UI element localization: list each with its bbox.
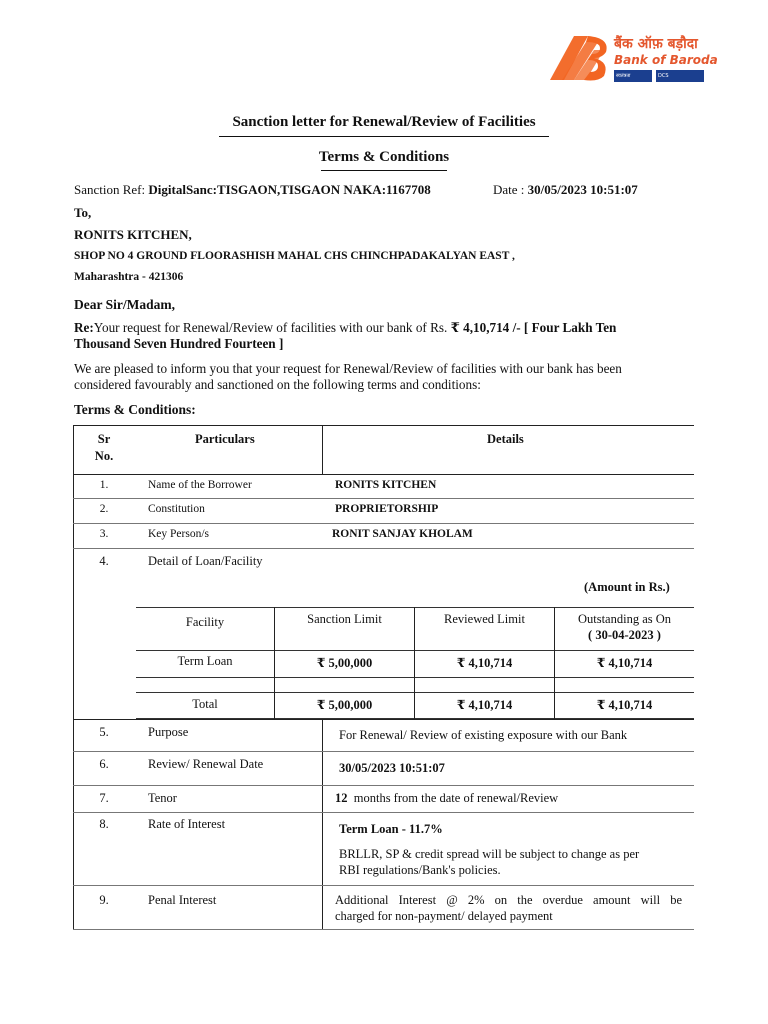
row-divider xyxy=(73,812,694,813)
row-1-detail: RONITS KITCHEN xyxy=(335,479,437,491)
row-divider xyxy=(73,498,694,499)
row-6-detail: 30/05/2023 10:51:07 xyxy=(339,761,445,775)
row-4-sr: 4. xyxy=(99,554,109,568)
date-label: Date : xyxy=(493,182,525,197)
row-8-detail-2: BRLLR, SP & credit spread will be subject to change as per xyxy=(339,847,640,861)
page-subtitle: Terms & Conditions xyxy=(318,149,450,165)
address-to: To, xyxy=(74,205,92,220)
facility-header-sanction: Sanction Limit xyxy=(307,612,382,626)
re-amount: ₹ 4,10,714 /- [ Four Lakh Ten xyxy=(450,320,617,335)
facility-header-outstanding: Outstanding as On xyxy=(577,612,672,626)
body-paragraph xyxy=(74,361,694,393)
row-2-sr: 2. xyxy=(99,503,109,515)
amount-note: (Amount in Rs.) xyxy=(584,580,670,594)
body-line-2: considered favourably and sanctioned on the following terms and conditions: xyxy=(74,377,481,392)
terms-heading: Terms & Conditions: xyxy=(74,402,196,417)
row-9-detail: Additional Interest @ 2% on the overdue amount will be xyxy=(335,893,682,907)
subtitle-underline xyxy=(321,170,447,171)
row-8-particular: Rate of Interest xyxy=(148,817,226,831)
row-divider xyxy=(73,785,694,786)
re-paragraph xyxy=(74,320,694,352)
logo-hindi-name: बैंक ऑफ़ बड़ौदा xyxy=(614,36,698,52)
table-bottom-border xyxy=(73,929,694,930)
facility-header-facility: Facility xyxy=(185,615,225,629)
row-8-detail-3: RBI regulations/Bank's policies. xyxy=(339,863,501,877)
table-top-border xyxy=(73,425,694,426)
term-loan-sanction: ₹ 5,00,000 xyxy=(316,656,373,670)
table-col-divider xyxy=(322,425,323,475)
row-divider xyxy=(73,523,694,524)
address-name: RONITS KITCHEN, xyxy=(74,227,192,242)
total-sanction: ₹ 5,00,000 xyxy=(316,698,373,712)
logo-english-name: Bank of Baroda xyxy=(614,53,718,67)
header-details: Details xyxy=(487,432,524,446)
facility-row-divider xyxy=(136,692,694,693)
total-outstanding: ₹ 4,10,714 xyxy=(596,698,653,712)
row-2-particular: Constitution xyxy=(148,503,205,515)
facility-table-bottom xyxy=(136,718,694,719)
row-2-detail: PROPRIETORSHIP xyxy=(335,503,439,515)
facility-row-divider xyxy=(136,677,694,678)
row-9-particular: Penal Interest xyxy=(148,893,217,907)
row-1-particular: Name of the Borrower xyxy=(148,479,252,491)
date-line xyxy=(493,182,638,198)
facility-table-top xyxy=(136,607,694,608)
re-label: Re: xyxy=(74,320,94,335)
logo-tag-1: स्वतंत्रता xyxy=(614,70,652,82)
logo-tags xyxy=(614,70,704,82)
row-7-detail xyxy=(335,791,558,806)
total-reviewed: ₹ 4,10,714 xyxy=(456,698,513,712)
sanction-ref-value: DigitalSanc:TISGAON,TISGAON NAKA:1167708 xyxy=(148,182,431,197)
row-3-particular: Key Person/s xyxy=(148,528,210,540)
re-amount-words: Thousand Seven Hundred Fourteen ] xyxy=(74,336,284,351)
row-8-detail: Term Loan - 11.7% xyxy=(339,822,443,836)
row-1-sr: 1. xyxy=(99,479,109,491)
row-9-sr: 9. xyxy=(99,893,109,907)
header-sr: Sr xyxy=(97,432,111,446)
row-6-sr: 6. xyxy=(99,757,109,771)
row-divider xyxy=(73,719,694,720)
facility-header-outstanding-date: ( 30-04-2023 ) xyxy=(588,628,661,642)
tenor-text: months from the date of renewal/Review xyxy=(353,791,559,805)
row-9-detail-2: charged for non-payment/ delayed payment xyxy=(335,909,553,923)
term-loan-reviewed: ₹ 4,10,714 xyxy=(456,656,513,670)
table-header-bottom xyxy=(73,474,694,475)
re-text: Your request for Renewal/Review of facilities with our bank of Rs. xyxy=(93,320,448,335)
row-divider xyxy=(73,548,694,549)
body-line-1: We are pleased to inform you that your request for Renewal/Review of facilities with our bank has been xyxy=(74,361,622,376)
row-7-sr: 7. xyxy=(99,791,109,805)
date-value: 30/05/2023 10:51:07 xyxy=(527,182,638,197)
logo-tag-2: DCS xyxy=(656,70,704,82)
address-line-1: SHOP NO 4 GROUND FLOORASHISH MAHAL CHS CHINCHPADAKALYAN EAST , xyxy=(74,250,515,262)
row-4-particular: Detail of Loan/Facility xyxy=(148,554,263,568)
term-loan-outstanding: ₹ 4,10,714 xyxy=(596,656,653,670)
row-3-detail: RONIT SANJAY KHOLAM xyxy=(332,528,473,540)
row-3-sr: 3. xyxy=(99,528,109,540)
sanction-ref-label: Sanction Ref: xyxy=(74,182,146,197)
row-7-particular: Tenor xyxy=(148,791,177,805)
row-6-particular: Review/ Renewal Date xyxy=(148,757,264,771)
page-title: Sanction letter for Renewal/Review of Facilities xyxy=(232,114,536,130)
term-loan-label: Term Loan xyxy=(177,654,233,668)
header-particulars: Particulars xyxy=(195,432,255,446)
row-divider xyxy=(73,885,694,886)
header-sr-no: No. xyxy=(94,449,114,463)
address-line-2: Maharashtra - 421306 xyxy=(74,271,184,283)
row-8-sr: 8. xyxy=(99,817,109,831)
row-divider xyxy=(73,751,694,752)
row-5-particular: Purpose xyxy=(148,725,189,739)
row-5-detail: For Renewal/ Review of existing exposure with our Bank xyxy=(339,728,628,742)
facility-row-divider xyxy=(136,650,694,651)
sanction-ref-line xyxy=(74,182,431,198)
tenor-months: 12 xyxy=(335,791,348,805)
total-label: Total xyxy=(192,697,218,711)
table-left-border xyxy=(73,425,74,930)
facility-header-reviewed: Reviewed Limit xyxy=(444,612,525,626)
title-underline xyxy=(219,136,549,137)
salutation: Dear Sir/Madam, xyxy=(74,297,175,312)
row-5-sr: 5. xyxy=(99,725,109,739)
